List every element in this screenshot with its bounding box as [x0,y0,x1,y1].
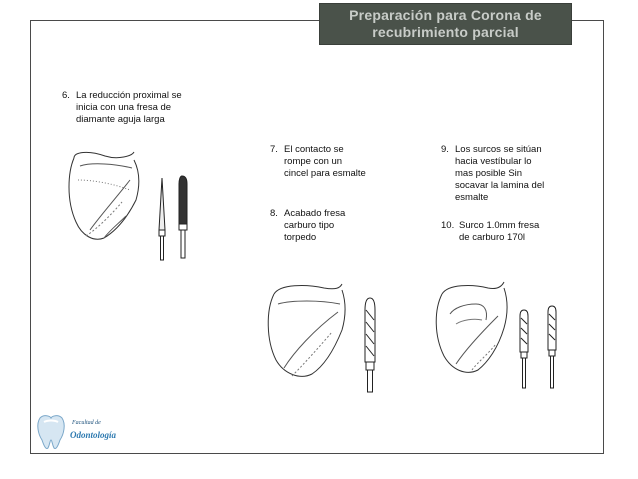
logo-school-text: Odontología [70,430,117,440]
step-text-line: torpedo [284,232,317,243]
step-text-line: hacia vestíbular lo [455,156,532,167]
step-text-line: El contacto se [284,144,344,155]
step-10 [441,220,539,244]
faculty-logo [34,412,134,454]
step-text-line: esmalte [455,192,489,203]
tooth-illustration-proximal-reduction [60,150,210,265]
step-text-line: carburo tipo [284,220,335,231]
step-number: 6. [62,90,70,101]
step-text-line: Surco 1.0mm fresa [459,220,540,231]
step-9 [441,144,544,204]
title-line-1: Preparación para Corona de [349,7,542,23]
step-text-line: cincel para esmalte [284,168,366,179]
step-number: 10. [441,220,455,231]
step-number: 7. [270,144,278,155]
slide-title [320,4,571,44]
step-text-line: rompe con un [284,156,343,167]
step-8 [270,208,345,244]
step-text-line: mas posible Sin [455,168,523,179]
tooth-logo-icon [34,412,68,452]
step-text-line: La reducción proximal se [76,90,182,101]
step-text-line: Acabado fresa [284,208,346,219]
step-number: 9. [441,144,449,155]
step-6 [62,90,182,126]
step-7 [270,144,366,180]
step-text-line: diamante aguja larga [76,114,165,125]
logo-faculty-text: Facultad de [72,420,101,426]
tooth-illustration-finishing-torpedo [262,280,412,395]
step-text-line: socavar la lamina del [455,180,545,191]
step-text-line: de carburo 170l [459,232,526,243]
step-text-line: inicia con una fresa de [76,102,172,113]
step-number: 8. [270,208,278,219]
tooth-illustration-grooves [432,280,582,395]
step-text-line: Los surcos se sitúan [455,144,542,155]
title-line-2: recubrimiento parcial [372,24,519,40]
